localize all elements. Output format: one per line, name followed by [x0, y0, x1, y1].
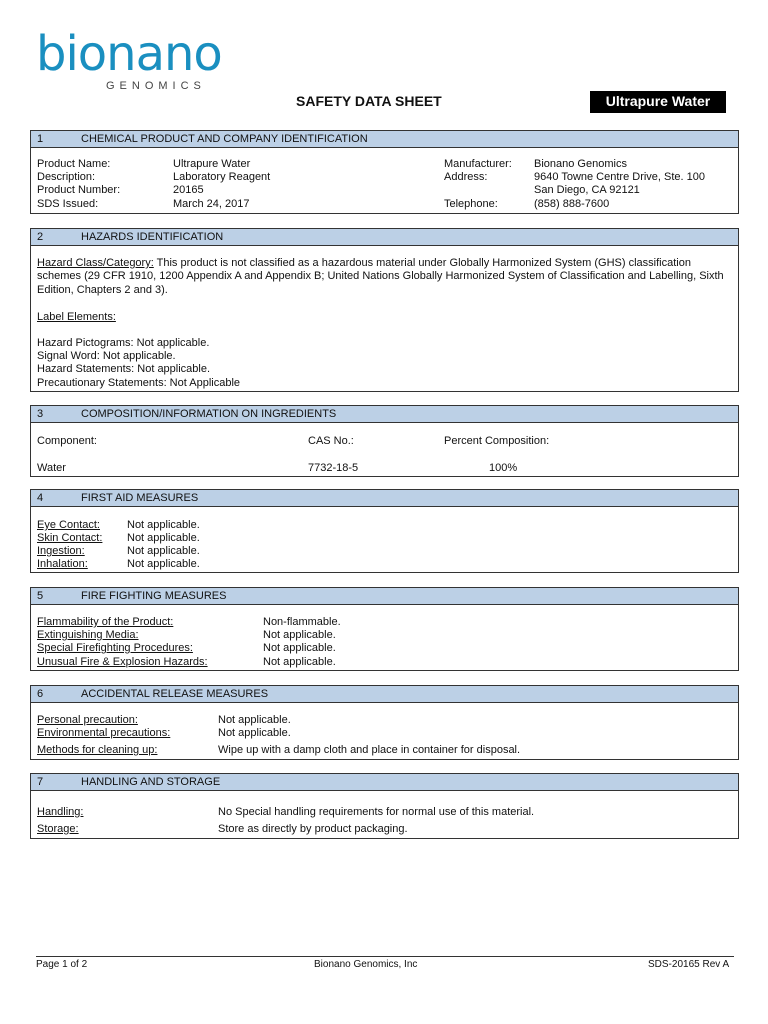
label-elements-heading: Label Elements: — [37, 311, 116, 323]
section-title: FIRST AID MEASURES — [81, 492, 199, 504]
section-header — [31, 774, 738, 791]
logo-subtitle: GENOMICS — [106, 80, 206, 92]
footer-page-number: Page 1 of 2 — [36, 959, 88, 970]
eye-contact-label: Eye Contact: — [37, 519, 100, 531]
section-number: 4 — [37, 492, 44, 504]
section-1-identification — [30, 130, 739, 214]
product-name-label: Product Name: — [37, 158, 111, 170]
cleaning-methods-value: Wipe up with a damp cloth and place in container for disposal. — [218, 744, 521, 756]
storage-label: Storage: — [37, 823, 79, 835]
section-title: FIRE FIGHTING MEASURES — [81, 590, 227, 602]
product-badge: Ultrapure Water — [590, 91, 726, 113]
company-logo — [36, 26, 226, 94]
sds-issued-value: March 24, 2017 — [173, 198, 250, 210]
hazard-pictograms: Hazard Pictograms: Not applicable. — [37, 337, 210, 349]
section-number: 7 — [37, 776, 44, 788]
section-number: 5 — [37, 590, 44, 602]
description-label: Description: — [37, 171, 96, 183]
section-2-hazards — [30, 228, 739, 392]
ingestion-label: Ingestion: — [37, 545, 85, 557]
special-procedures-label: Special Firefighting Procedures: — [37, 642, 193, 654]
hazard-class-text: This product is not classified as a hazardous material under Globally Harmonized System (GHS) classification schemes (29 CFR 1910, 1200 Appendix A and Appendix B; United Nations Globally Harmonized System of Classification and Labelling, Sixth Edition, Chapters 2 and 3). — [37, 257, 724, 296]
hazard-statements: Hazard Statements: Not applicable. — [37, 363, 211, 375]
skin-contact-label: Skin Contact: — [37, 532, 103, 544]
precautionary-statements: Precautionary Statements: Not Applicable — [37, 377, 241, 389]
handling-value: No Special handling requirements for normal use of this material. — [218, 806, 535, 818]
storage-value: Store as directly by product packaging. — [218, 823, 408, 835]
personal-precaution-value: Not applicable. — [218, 714, 291, 726]
telephone-value: (858) 888-7600 — [534, 198, 610, 210]
document-title: SAFETY DATA SHEET — [296, 93, 442, 109]
flammability-value: Non-flammable. — [263, 616, 341, 628]
manufacturer-label: Manufacturer: — [444, 158, 512, 170]
percent-value: 100% — [489, 462, 518, 474]
inhalation-label: Inhalation: — [37, 558, 88, 570]
section-number: 2 — [37, 231, 44, 243]
telephone-label: Telephone: — [444, 198, 498, 210]
section-title: HANDLING AND STORAGE — [81, 776, 221, 788]
section-4-first-aid — [30, 489, 739, 573]
section-header — [31, 229, 738, 246]
extinguishing-media-label: Extinguishing Media: — [37, 629, 139, 641]
product-number-label: Product Number: — [37, 184, 121, 196]
personal-precaution-label: Personal precaution: — [37, 714, 138, 726]
extinguishing-media-value: Not applicable. — [263, 629, 336, 641]
section-header — [31, 406, 738, 423]
footer-rule — [36, 956, 734, 957]
inhalation-value: Not applicable. — [127, 558, 200, 570]
flammability-label: Flammability of the Product: — [37, 616, 174, 628]
hazard-class-paragraph — [37, 257, 727, 297]
section-3-composition — [30, 405, 739, 477]
section-number: 1 — [37, 133, 44, 145]
section-title: COMPOSITION/INFORMATION ON INGREDIENTS — [81, 408, 337, 420]
logo-wordmark: bionano — [36, 26, 222, 82]
address-line-1: 9640 Towne Centre Drive, Ste. 100 — [534, 171, 706, 183]
address-line-2: San Diego, CA 92121 — [534, 184, 640, 196]
cleaning-methods-label: Methods for cleaning up: — [37, 744, 158, 756]
environmental-precautions-value: Not applicable. — [218, 727, 291, 739]
address-label: Address: — [444, 171, 488, 183]
section-title: ACCIDENTAL RELEASE MEASURES — [81, 688, 269, 700]
unusual-hazards-value: Not applicable. — [263, 656, 336, 668]
skin-contact-value: Not applicable. — [127, 532, 200, 544]
component-label: Component: — [37, 435, 97, 447]
unusual-hazards-label: Unusual Fire & Explosion Hazards: — [37, 656, 208, 668]
percent-label: Percent Composition: — [444, 435, 550, 447]
handling-label: Handling: — [37, 806, 84, 818]
special-procedures-value: Not applicable. — [263, 642, 336, 654]
environmental-precautions-label: Environmental precautions: — [37, 727, 171, 739]
section-header — [31, 588, 738, 605]
description-value: Laboratory Reagent — [173, 171, 271, 183]
section-6-accidental-release — [30, 685, 739, 760]
section-title: HAZARDS IDENTIFICATION — [81, 231, 224, 243]
signal-word: Signal Word: Not applicable. — [37, 350, 176, 362]
section-header — [31, 686, 738, 703]
sds-issued-label: SDS Issued: — [37, 198, 99, 210]
ingestion-value: Not applicable. — [127, 545, 200, 557]
hazard-class-label: Hazard Class/Category: — [37, 257, 154, 269]
product-number-value: 20165 — [173, 184, 204, 196]
footer-document-id: SDS-20165 Rev A — [648, 959, 730, 970]
component-value: Water — [37, 462, 66, 474]
manufacturer-value: Bionano Genomics — [534, 158, 627, 170]
cas-label: CAS No.: — [308, 435, 354, 447]
section-5-fire-fighting — [30, 587, 739, 671]
section-number: 6 — [37, 688, 44, 700]
product-name-value: Ultrapure Water — [173, 158, 251, 170]
section-number: 3 — [37, 408, 44, 420]
section-header — [31, 490, 738, 507]
section-title: CHEMICAL PRODUCT AND COMPANY IDENTIFICATION — [81, 133, 368, 145]
footer-company: Bionano Genomics, Inc — [314, 959, 418, 970]
section-header — [31, 131, 738, 148]
section-7-handling-storage — [30, 773, 739, 839]
cas-value: 7732-18-5 — [308, 462, 359, 474]
eye-contact-value: Not applicable. — [127, 519, 200, 531]
